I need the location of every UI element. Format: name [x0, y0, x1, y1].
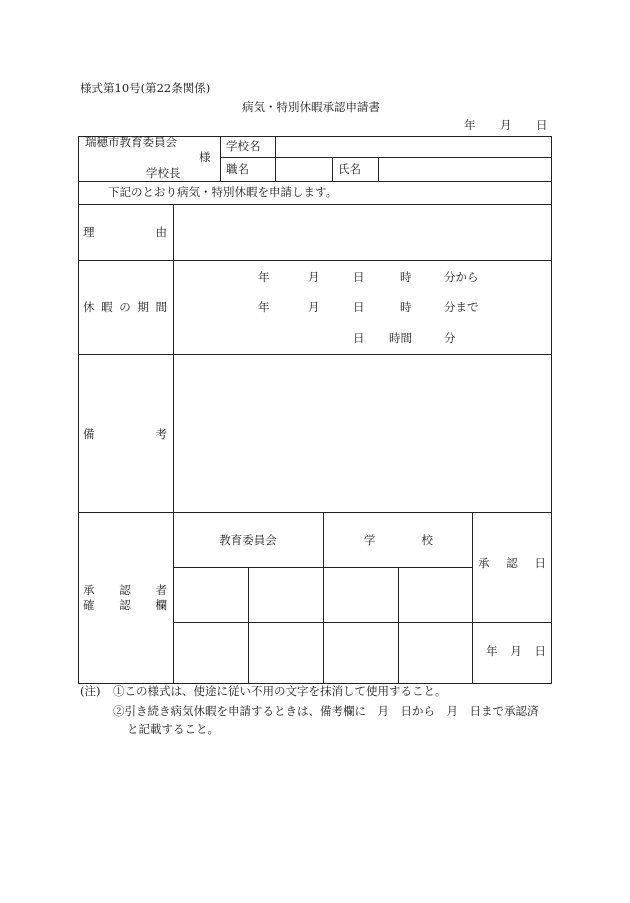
approval-stamp-cell [399, 568, 471, 621]
remarks-label [83, 427, 167, 441]
approver-label-line2 [83, 598, 167, 612]
period-from-month: 月 [308, 270, 320, 284]
rule-horizontal [78, 512, 551, 513]
rule-vertical [220, 136, 221, 181]
approval-stamp-cell [324, 568, 397, 621]
application-date-month: 月 [500, 118, 512, 132]
label-char: 欄 [155, 598, 167, 612]
addressee-organization: 瑞穂市教育委員会 [85, 135, 177, 149]
label-char: 日 [534, 644, 546, 658]
period-from-minute: 分から [444, 270, 479, 284]
application-date-year: 年 [464, 118, 476, 132]
period-to-minute: 分まで [444, 300, 479, 314]
period-total-minutes: 分 [444, 331, 456, 345]
approval-stamp-cell [324, 623, 397, 682]
approval-stamp-cell [399, 623, 471, 682]
addressee-title: 学校長 [146, 166, 181, 180]
note-item-2-line1: ②引き続き病気休暇を申請するときは、備考欄に 月 日から 月 日まで承認済 [113, 704, 539, 718]
notes-label: (注) [80, 684, 101, 698]
approval-date-label [478, 556, 546, 570]
note-item-1: ①この様式は、使途に従い不用の文字を抹消して使用すること。 [113, 684, 447, 698]
period-to-year: 年 [258, 300, 270, 314]
period-to-month: 月 [308, 300, 320, 314]
label-char: 由 [155, 225, 167, 239]
remarks-field [174, 355, 550, 511]
label-char: 校 [421, 533, 433, 547]
label-char: 認 [119, 598, 131, 612]
period-to-day: 日 [353, 300, 365, 314]
label-char: 備 [83, 427, 95, 441]
name-label: 氏名 [338, 162, 361, 176]
label-char: 認 [119, 583, 131, 597]
leave-period-label [83, 300, 167, 314]
school-name-field [276, 137, 550, 156]
reason-field [174, 205, 550, 259]
period-from-hour: 時 [400, 270, 412, 284]
approval-date-value [486, 644, 546, 658]
label-char: 日 [534, 556, 546, 570]
label-char: の [119, 300, 131, 314]
approval-stamp-cell [174, 568, 247, 621]
application-statement: 下記のとおり病気・特別休暇を申請します。 [108, 185, 338, 199]
board-of-education-header: 教育委員会 [219, 533, 277, 547]
approval-stamp-cell [249, 568, 322, 621]
page-title: 病気・特別休暇承認申請書 [242, 100, 380, 114]
label-char: 理 [83, 225, 95, 239]
label-char: 休 [83, 300, 95, 314]
period-from-day: 日 [353, 270, 365, 284]
approver-label-line1 [83, 583, 167, 597]
form-number: 様式第10号(第22条関係) [80, 81, 211, 95]
reason-label [83, 225, 167, 239]
period-total-hours: 時間 [389, 331, 412, 345]
school-header [364, 533, 433, 547]
label-char: 暇 [101, 300, 113, 314]
label-char: 者 [155, 583, 167, 597]
label-char: 学 [364, 533, 376, 547]
approval-stamp-cell [249, 623, 322, 682]
approval-stamp-cell [174, 623, 247, 682]
label-char: 承 [83, 583, 95, 597]
label-char: 考 [155, 427, 167, 441]
label-char: 年 [486, 644, 498, 658]
period-to-hour: 時 [400, 300, 412, 314]
label-char: 承 [478, 556, 490, 570]
label-char: 確 [83, 598, 95, 612]
position-field [276, 158, 331, 180]
label-char: 認 [506, 556, 518, 570]
addressee-honorific: 様 [199, 150, 211, 164]
rule-horizontal [78, 260, 551, 261]
rule-vertical [472, 512, 473, 683]
label-char: 期 [137, 300, 149, 314]
position-label: 職名 [226, 162, 249, 176]
application-date-day: 日 [536, 118, 548, 132]
school-name-label: 学校名 [226, 139, 261, 153]
period-from-year: 年 [258, 270, 270, 284]
label-char: 間 [155, 300, 167, 314]
rule-horizontal [78, 181, 551, 182]
period-total-days: 日 [353, 331, 365, 345]
name-field [379, 158, 550, 180]
rule-vertical [332, 157, 333, 181]
note-item-2-line2: と記載すること。 [127, 722, 219, 736]
label-char: 月 [510, 644, 522, 658]
